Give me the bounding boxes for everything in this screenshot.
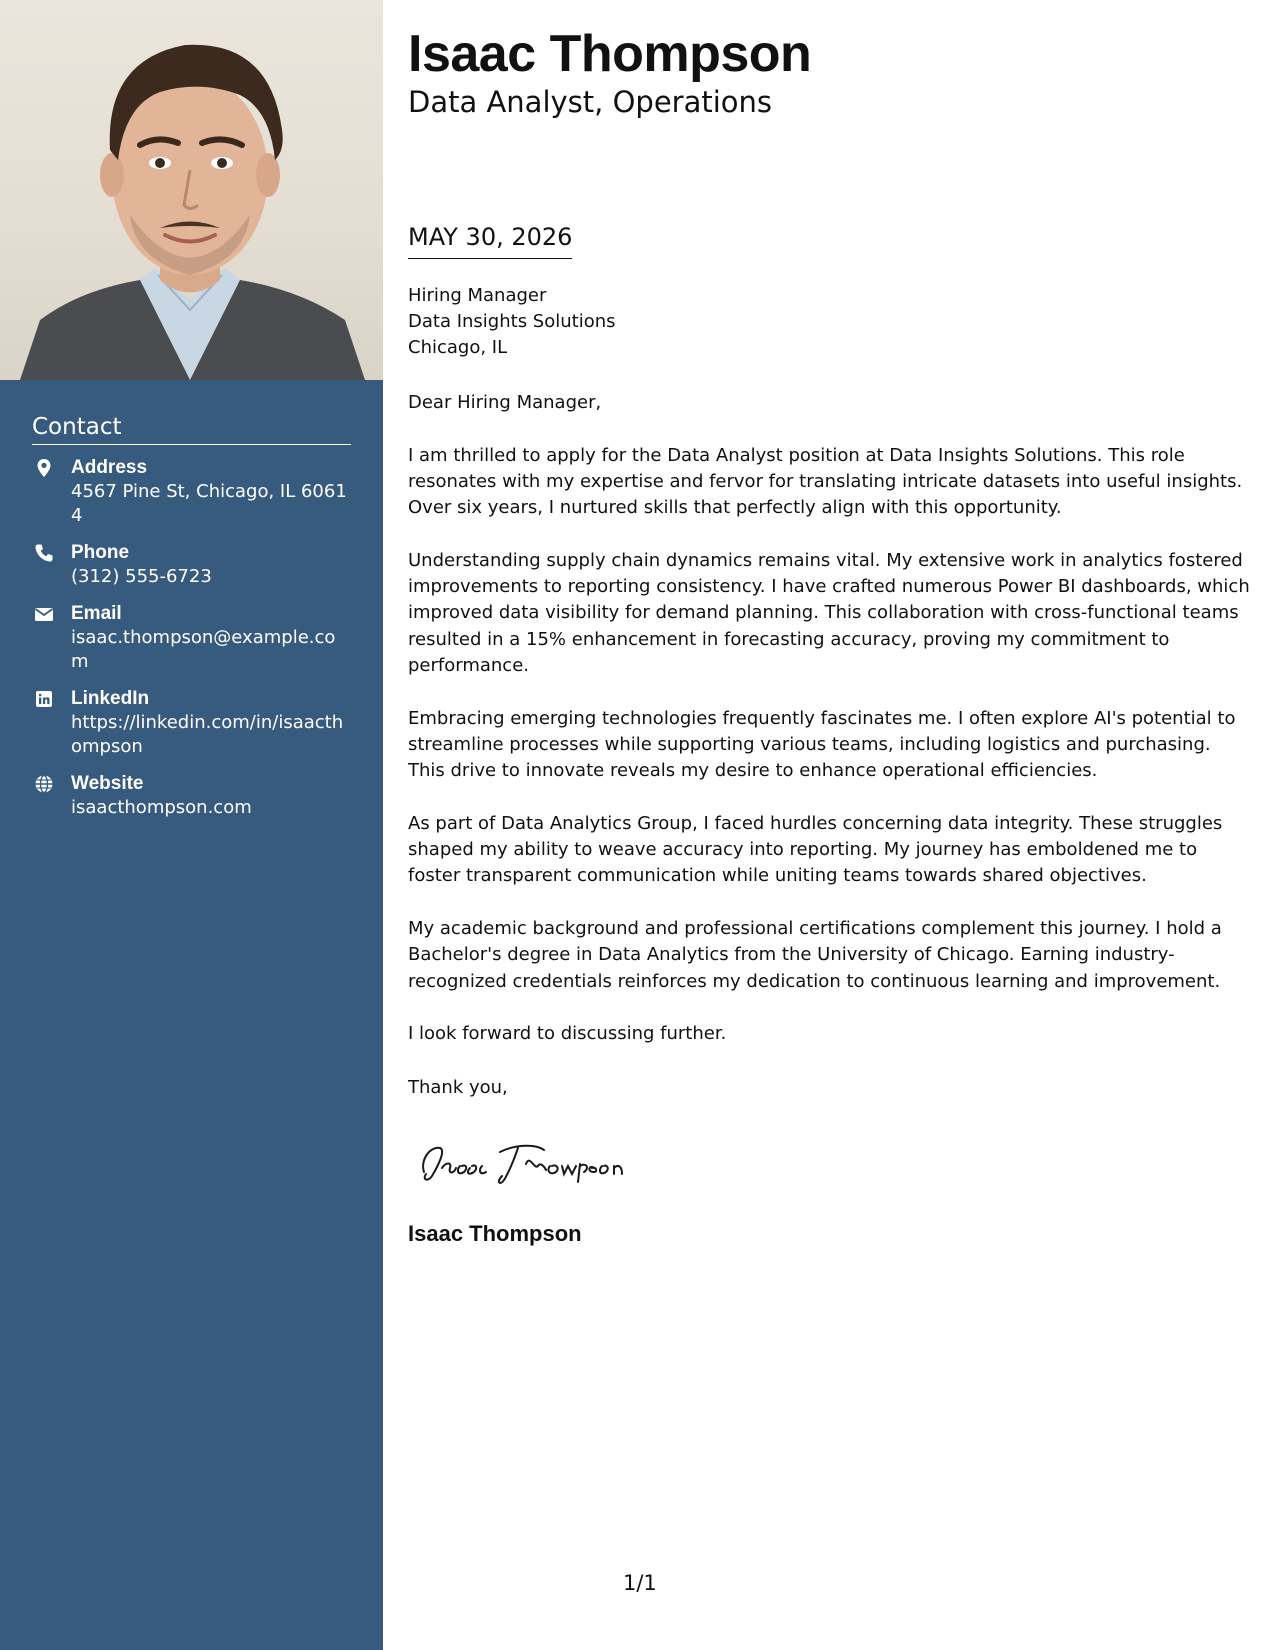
paragraph-1: I am thrilled to apply for the Data Analyst position at Data Insights Solutions. This role resonates with my expertise and fervor for translating intricate datasets into useful insights. Over six years, I nurtured skills that perfectly align with this opportunity. [408,444,1243,519]
address-value: 4567 Pine St, Chicago, IL 60614 [71,481,347,526]
contact-item-email [32,601,351,674]
applicant-role: Data Analyst, Operations [408,85,773,119]
website-value[interactable]: isaacthompson.com [71,797,252,818]
contact-item-address [32,455,351,528]
contact-heading: Contact [32,412,351,445]
profile-photo [0,0,383,380]
paragraph-2: Understanding supply chain dynamics remains vital. My extensive work in analytics fostered improvements to reporting consistency. I have crafted numerous Power BI dashboards, which improved data visibility for demand planning. This collaboration with cross-functional teams resulted in a 15% enhancement in forecasting accuracy, proving my commitment to performance. [408,549,1250,676]
paragraph-6: I look forward to discussing further. [408,1023,727,1045]
paragraph-5: My academic background and professional certifications complement this journey. I hold a Bachelor's degree in Data Analytics from the University of Chicago. Earning industry-recognized credentials reinforces my dedication to continuous learning and improvement. [408,917,1222,992]
phone-label: Phone [71,542,130,563]
portrait-illustration [0,0,383,380]
salutation: Dear Hiring Manager, [408,392,602,413]
email-value[interactable]: isaac.thompson@example.com [71,627,336,672]
envelope-icon [34,604,54,624]
globe-icon [34,774,54,794]
email-label: Email [71,603,122,624]
linkedin-value[interactable]: https://linkedin.com/in/isaacthompson [71,712,344,757]
address-label: Address [71,457,148,478]
contact-item-website [32,771,351,820]
recipient-location: Chicago, IL [408,337,508,358]
map-pin-icon [34,458,54,478]
website-label: Website [71,773,144,794]
contact-item-linkedin [32,686,351,759]
paragraph-4: As part of Data Analytics Group, I faced hurdles concerning data integrity. These struggles shaped my ability to weave accuracy into reporting. My journey has emboldened me to foster transparent communication while uniting teams towards shared objectives. [408,812,1223,887]
letter-body [408,390,1251,1074]
paragraph-3: Embracing emerging technologies frequently fascinates me. I often explore AI's potential to streamline processes while supporting various teams, including logistics and purchasing. This drive to innovate reveals my desire to enhance operational efficiencies. [408,707,1236,782]
applicant-name: Isaac Thompson [408,25,812,83]
recipient-company: Data Insights Solutions [408,311,616,332]
contact-section [32,412,351,832]
linkedin-icon [34,689,54,709]
letter-date: MAY 30, 2026 [408,222,572,259]
contact-item-phone [32,540,351,589]
phone-icon [34,543,54,563]
closing: Thank you, [408,1077,508,1098]
handwritten-signature [416,1130,666,1190]
page-number: 1/1 [623,1571,657,1595]
sidebar [0,0,383,1650]
signer-name: Isaac Thompson [408,1221,582,1246]
recipient-block [408,283,616,361]
recipient-title: Hiring Manager [408,285,547,306]
phone-value: (312) 555-6723 [71,566,212,587]
linkedin-label: LinkedIn [71,688,150,709]
